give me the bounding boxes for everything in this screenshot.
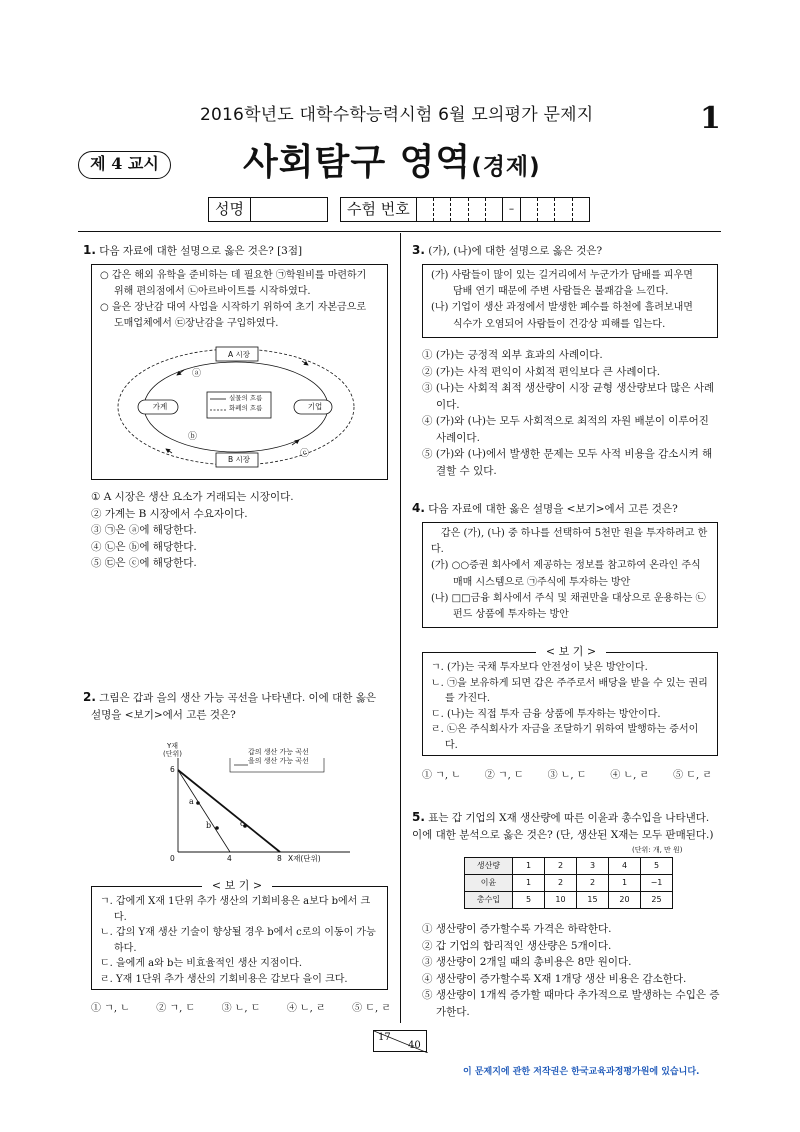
q3-option-3[interactable]: ③ (나)는 사회적 최적 생산량이 시장 균형 생산량보다 많은 사례이다. bbox=[422, 382, 715, 411]
q5-option-5[interactable]: ⑤ 생산량이 1개씩 증가할 때마다 추가적으로 발생하는 수입은 증가한다. bbox=[422, 989, 720, 1018]
label-a: ⓐ bbox=[192, 369, 202, 379]
page-counter bbox=[373, 1030, 427, 1052]
header-rule bbox=[78, 231, 721, 232]
point-a-label: a bbox=[189, 797, 194, 806]
q4-box-line: (나) □□금융 회사에서 주식 및 채권만을 대상으로 운용하는 ㉡펀드 상품에 투자하는 방안 bbox=[431, 592, 706, 620]
q2-number: 2. bbox=[83, 690, 96, 704]
q2-bogi-4: ㄹ. Y재 1단위 추가 생산의 기회비용은 갑보다 을이 크다. bbox=[100, 973, 348, 985]
label-c: ⓒ bbox=[300, 449, 310, 459]
q4-answer-5[interactable]: ⑤ ㄷ, ㄹ bbox=[673, 770, 712, 781]
q2-bogi-3: ㄷ. 을에게 a와 b는 비효율적인 생산 지점이다. bbox=[100, 958, 303, 969]
q1-box-line: ○ 을은 장난감 대여 사업을 시작하기 위하여 초기 자본금으로 bbox=[100, 302, 366, 313]
table-cell: 4 bbox=[609, 858, 641, 875]
table-cell: 1 bbox=[513, 875, 545, 892]
table-cell: 10 bbox=[545, 892, 577, 909]
table-cell: 2 bbox=[545, 875, 577, 892]
eul-ppf-line bbox=[178, 770, 230, 852]
ppf-graph bbox=[150, 758, 350, 868]
tick-x-4: 4 bbox=[227, 854, 232, 863]
q4-box-line: 갑은 (가), (나) 중 하나를 선택하여 5천만 원을 투자하려고 한다. bbox=[431, 528, 708, 556]
label-b: ⓑ bbox=[188, 432, 198, 442]
q4-bogi-4: ㄹ. ㉡은 주식회사가 자금을 조달하기 위하여 발행하는 증서이다. bbox=[431, 724, 699, 751]
table-cell: 2 bbox=[545, 858, 577, 875]
legend-money: 화폐의 흐름 bbox=[229, 404, 263, 413]
question-5 bbox=[412, 808, 720, 843]
table-cell: 1 bbox=[609, 875, 641, 892]
question-3 bbox=[412, 241, 717, 260]
table-cell: 5 bbox=[513, 892, 545, 909]
table-cell: 5 bbox=[641, 858, 673, 875]
household-label: 가계 bbox=[152, 402, 168, 411]
market-a-label: A 시장 bbox=[227, 350, 250, 359]
period-badge: 제 4 교시 bbox=[78, 151, 171, 179]
point-b bbox=[215, 826, 219, 830]
page-counter-current: 17 bbox=[378, 1032, 391, 1043]
legend-eul: 을의 생산 가능 곡선 bbox=[248, 757, 309, 766]
q2-bogi-box bbox=[91, 879, 388, 990]
q3-box-line: (나) 기업이 생산 과정에서 발생한 폐수를 하천에 흘려보내면 bbox=[431, 302, 693, 314]
market-b-label: B 시장 bbox=[227, 455, 251, 464]
name-box bbox=[208, 197, 328, 222]
q4-answers bbox=[422, 768, 712, 783]
q3-box-line: 식수가 오염되어 사람들이 건강상 피해를 입는다. bbox=[453, 318, 666, 330]
table-row bbox=[465, 892, 673, 909]
question-2 bbox=[83, 688, 388, 723]
table-cell: 1 bbox=[513, 858, 545, 875]
q1-option-2[interactable]: ② 가계는 B 시장에서 수요자이다. bbox=[91, 507, 248, 520]
q5-option-1[interactable]: ① 생산량이 증가할수록 가격은 하락한다. bbox=[422, 923, 612, 935]
q2-bogi-2: ㄴ. 갑의 Y재 생산 기술이 향상될 경우 b에서 c로의 이동이 가능하다. bbox=[100, 927, 376, 954]
question-4 bbox=[412, 499, 717, 518]
question-1 bbox=[83, 241, 388, 260]
row-head: 생산량 bbox=[465, 858, 513, 875]
q3-box-line: 담배 연기 때문에 주변 사람들은 불쾌감을 느낀다. bbox=[453, 286, 669, 298]
exam-number-label: 수험 번호 bbox=[341, 198, 417, 221]
q4-bogi-title: < 보 기 > bbox=[536, 644, 606, 661]
gap-ppf-line bbox=[178, 770, 280, 852]
legend-real: 실물의 흐름 bbox=[229, 394, 263, 402]
q1-option-5[interactable]: ⑤ ㉢은 ⓒ에 해당한다. bbox=[91, 557, 197, 570]
q2-answer-1[interactable]: ① ㄱ, ㄴ bbox=[91, 1003, 130, 1014]
table-row bbox=[465, 875, 673, 892]
table-cell: −1 bbox=[641, 875, 673, 892]
graph-legend bbox=[248, 748, 309, 766]
q4-answer-2[interactable]: ② ㄱ, ㄷ bbox=[484, 770, 524, 781]
q3-option-1[interactable]: ① (가)는 긍정적 외부 효과의 사례이다. bbox=[422, 349, 603, 361]
q2-answer-4[interactable]: ④ ㄴ, ㄹ bbox=[286, 1003, 326, 1014]
q5-unit: (단위: 개, 만 원) bbox=[632, 846, 683, 854]
q1-number: 1. bbox=[83, 243, 96, 257]
q5-table bbox=[464, 857, 673, 909]
page-number: 1 bbox=[700, 101, 721, 136]
q1-options bbox=[91, 489, 391, 572]
x-axis-label: X재(단위) bbox=[288, 854, 321, 863]
exam-title: 2016학년도 대학수학능력시험 6월 모의평가 문제지 bbox=[200, 105, 594, 125]
tick-origin: 0 bbox=[170, 854, 175, 863]
q1-box-line: ○ 갑은 해외 유학을 준비하는 데 필요한 ㉠학원비를 마련하기 bbox=[100, 270, 367, 281]
q1-text: 다음 자료에 대한 설명으로 옳은 것은? [3점] bbox=[99, 245, 303, 257]
q4-number: 4. bbox=[412, 501, 425, 515]
q2-bogi-title: < 보 기 > bbox=[202, 878, 272, 895]
q5-option-2[interactable]: ② 갑 기업의 합리적인 생산량은 5개이다. bbox=[422, 939, 612, 952]
table-cell: 3 bbox=[577, 858, 609, 875]
q3-options bbox=[422, 347, 720, 480]
legend-text bbox=[229, 393, 262, 414]
subject-sub: (경제) bbox=[471, 154, 541, 180]
q5-option-4[interactable]: ④ 생산량이 증가할수록 X재 1개당 생산 비용은 감소한다. bbox=[422, 972, 687, 985]
q5-number: 5. bbox=[412, 810, 425, 824]
exam-number-field[interactable]: – bbox=[417, 198, 589, 221]
q4-answer-4[interactable]: ④ ㄴ, ㄹ bbox=[610, 770, 650, 781]
q1-option-1[interactable]: ① A 시장은 생산 요소가 거래되는 시장이다. bbox=[91, 491, 294, 503]
q2-text-1: 그림은 갑과 을의 생산 가능 곡선을 나타낸다. 이에 대한 옳은 bbox=[99, 692, 377, 704]
q2-answer-5[interactable]: ⑤ ㄷ, ㄹ bbox=[352, 1003, 391, 1014]
row-head: 이윤 bbox=[465, 875, 513, 892]
q5-options bbox=[422, 921, 720, 1020]
q5-text-2: 이에 대한 분석으로 옳은 것은? (단, 생산된 X재는 모두 판매된다.) bbox=[412, 828, 714, 841]
q4-bogi-box bbox=[422, 645, 718, 756]
q4-bogi-1: ㄱ. (가)는 국채 투자보다 안전성이 낮은 방안이다. bbox=[431, 662, 648, 673]
name-field[interactable] bbox=[251, 198, 327, 221]
q4-answer-3[interactable]: ③ ㄴ, ㄷ bbox=[547, 770, 587, 781]
point-a bbox=[196, 801, 200, 805]
q2-bogi-1: ㄱ. 갑에게 X재 1단위 추가 생산의 기회비용은 a보다 b에서 크다. bbox=[100, 896, 371, 923]
q2-answer-2[interactable]: ② ㄱ, ㄷ bbox=[156, 1003, 196, 1014]
q3-option-5[interactable]: ⑤ (가)와 (나)에서 발생한 문제는 모두 사적 비용을 감소시켜 해결할 수 있다. bbox=[422, 448, 713, 478]
q2-answers bbox=[91, 1001, 391, 1016]
subject-title bbox=[243, 136, 541, 190]
q1-option-3[interactable]: ③ ㉠은 ⓐ에 해당한다. bbox=[91, 524, 197, 537]
q1-box-line: 도매업체에서 ㉢장난감을 구입하였다. bbox=[114, 318, 279, 329]
tick-y-6: 6 bbox=[170, 765, 175, 774]
name-label: 성명 bbox=[209, 198, 251, 221]
q4-box bbox=[422, 522, 718, 628]
q1-option-4[interactable]: ④ ㉡은 ⓑ에 해당한다. bbox=[91, 540, 197, 553]
table-cell: 20 bbox=[609, 892, 641, 909]
graph-y-label bbox=[163, 742, 182, 759]
table-cell: 2 bbox=[577, 875, 609, 892]
q4-box-line: (가) ○○증권 회사에서 제공하는 정보를 참고하여 온라인 주식매매 시스템으로 ㉠주식에 투자하는 방안 bbox=[431, 560, 701, 588]
y-label-text: Y재 bbox=[166, 742, 179, 750]
q5-option-3[interactable]: ③ 생산량이 2개일 때의 총비용은 8만 원이다. bbox=[422, 956, 632, 969]
column-divider bbox=[400, 233, 401, 1023]
q4-answer-1[interactable]: ① ㄱ, ㄴ bbox=[422, 770, 461, 781]
copyright-notice: 이 문제지에 관한 저작권은 한국교육과정평가원에 있습니다. bbox=[463, 1067, 700, 1077]
point-c-label: c bbox=[240, 819, 245, 828]
q3-box-line: (가) 사람들이 많이 있는 길거리에서 누군가가 담배를 피우면 bbox=[431, 270, 693, 281]
subject-main: 사회탐구 영역 bbox=[243, 142, 472, 183]
tick-x-8: 8 bbox=[277, 854, 282, 863]
q4-bogi-2: ㄴ. ㉠을 보유하게 되면 갑은 주주로서 배당을 받을 수 있는 권리를 가진다. bbox=[431, 677, 708, 704]
q4-bogi-3: ㄷ. (나)는 직접 투자 금융 상품에 투자하는 방안이다. bbox=[431, 708, 661, 720]
q3-option-4[interactable]: ④ (가)와 (나)는 모두 사회적으로 최적의 자원 배분이 이루어진 사례이다. bbox=[422, 415, 709, 444]
q1-box-line: 위해 편의점에서 ㉡아르바이트를 시작하였다. bbox=[114, 286, 311, 297]
q4-text: 다음 자료에 대한 옳은 설명을 <보기>에서 고른 것은? bbox=[428, 503, 678, 515]
y-unit-text: (단위) bbox=[163, 750, 182, 759]
legend-gap: 갑의 생산 가능 곡선 bbox=[248, 748, 309, 756]
point-b-label: b bbox=[206, 821, 212, 830]
page-counter-total: 40 bbox=[408, 1040, 421, 1051]
q2-text-2: 설명을 <보기>에서 고른 것은? bbox=[91, 708, 236, 721]
q3-text: (가), (나)에 대한 설명으로 옳은 것은? bbox=[428, 245, 603, 257]
q3-number: 3. bbox=[412, 243, 425, 257]
table-row bbox=[465, 858, 673, 875]
table-cell: 25 bbox=[641, 892, 673, 909]
table-cell: 15 bbox=[577, 892, 609, 909]
q2-answer-3[interactable]: ③ ㄴ, ㄷ bbox=[221, 1003, 261, 1014]
exam-number-box bbox=[340, 197, 590, 222]
row-head: 총수입 bbox=[465, 892, 513, 909]
q5-text-1: 표는 갑 기업의 X재 생산량에 따른 이윤과 총수입을 나타낸다. bbox=[428, 812, 710, 824]
q3-box bbox=[422, 264, 718, 338]
q3-option-2[interactable]: ② (가)는 사적 편익이 사회적 편익보다 큰 사례이다. bbox=[422, 365, 661, 378]
firm-label: 기업 bbox=[307, 402, 323, 411]
q1-box bbox=[91, 264, 388, 480]
